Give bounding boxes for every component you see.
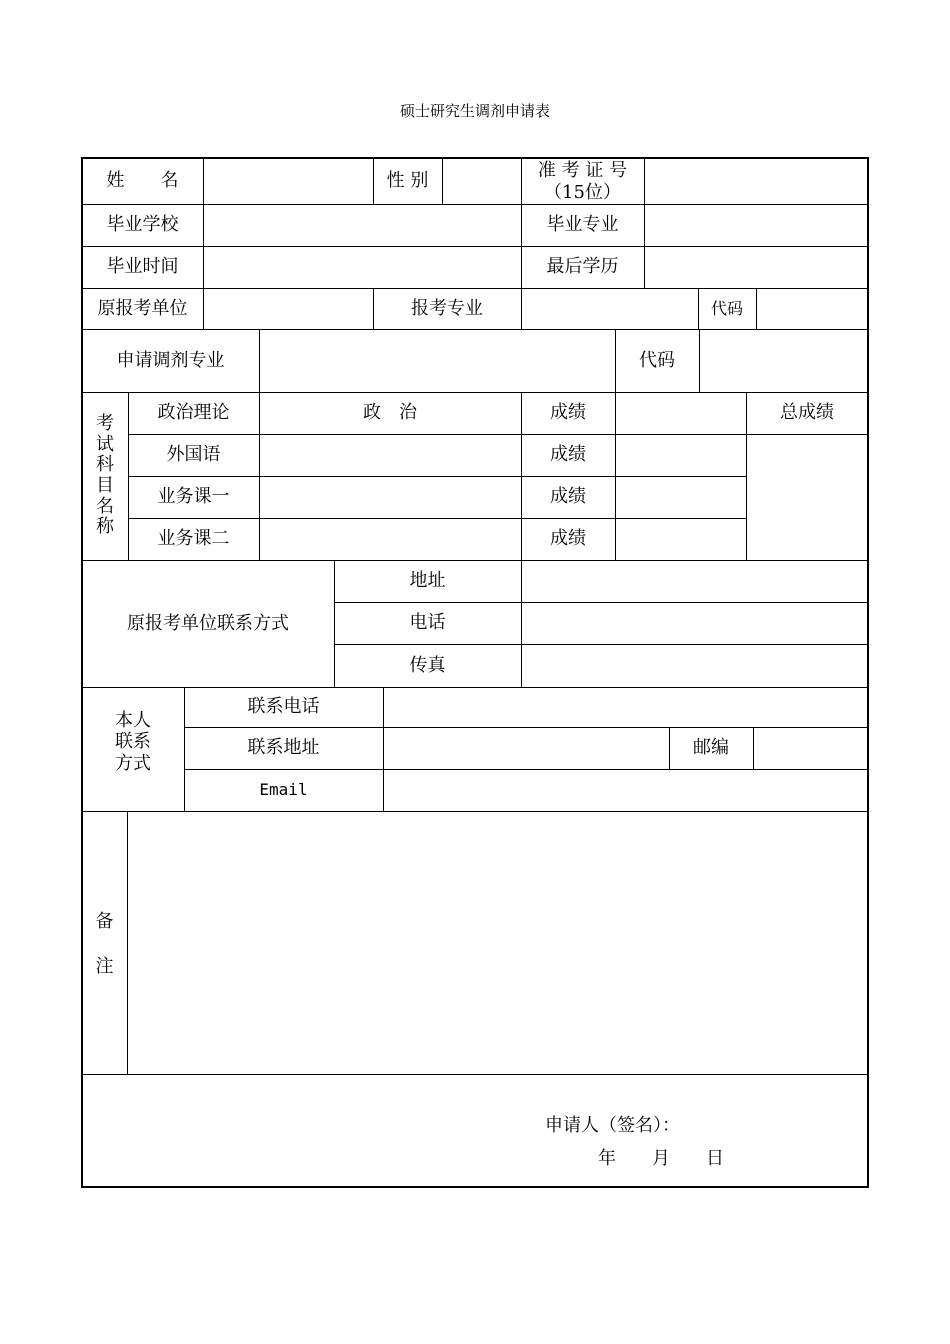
gender-field[interactable] [443,158,521,204]
exam-subject-name-field[interactable] [260,476,521,518]
graduation-time-field[interactable] [204,246,521,288]
original-unit-contact-label: 原报考单位联系方式 [127,612,289,634]
graduate-major-label: 毕业专业 [546,214,619,236]
contact-address-field[interactable] [384,727,669,769]
self-contact-label: 本人 联系 方式 [115,709,151,774]
exam-score-field[interactable] [616,476,746,518]
postcode-field[interactable] [754,727,867,769]
unit-address-field[interactable] [522,560,867,602]
unit-fax-field[interactable] [522,644,867,687]
degree-field[interactable] [645,246,867,288]
graduate-major-field[interactable] [645,204,867,246]
postcode-label: 邮编 [693,737,729,759]
unit-phone-field[interactable] [522,602,867,644]
email-label: Email [259,780,308,800]
applied-major-field[interactable] [522,288,698,329]
exam-score-field[interactable] [616,392,746,434]
unit-address-label: 地址 [409,570,446,592]
applicant-signature-field[interactable] [705,1110,855,1140]
exam-score-field[interactable] [616,434,746,476]
exam-subject-label: 业务课二 [157,528,230,550]
signature-date-label: 年 月 日 [598,1148,724,1170]
remarks-label: 备 [95,911,114,933]
original-unit-label: 原报考单位 [97,297,188,319]
contact-address-label: 联系地址 [247,737,320,759]
applied-major-label: 报考专业 [411,297,483,319]
contact-phone-label: 联系电话 [247,696,320,718]
name-field[interactable] [204,158,373,204]
exam-subject-name-field[interactable] [260,518,521,560]
exam-score-label: 成绩 [550,402,586,424]
exam-score-field[interactable] [616,518,746,560]
degree-label: 最后学历 [546,256,619,278]
school-label: 毕业学校 [106,214,179,236]
original-code-field[interactable] [757,288,867,329]
exam-score-label: 成绩 [550,528,586,550]
ticket-number-hint: （15位） [544,182,621,204]
email-field[interactable] [384,769,867,811]
gender-label: 性 别 [386,170,429,192]
transfer-major-field[interactable] [260,329,615,392]
transfer-major-label: 申请调剂专业 [116,349,225,371]
school-field[interactable] [204,204,521,246]
remarks-label: 注 [95,956,114,978]
total-score-field[interactable] [747,435,867,560]
exam-score-label: 成绩 [550,444,586,466]
form-title: 硕士研究生调剂申请表 [399,102,550,120]
ticket-number-label: 准 考 证 号 [537,160,628,182]
exam-subject-label: 政治理论 [157,402,230,424]
original-code-label: 代码 [710,298,743,318]
remarks-field[interactable] [128,812,867,1074]
graduation-time-label: 毕业时间 [106,256,179,278]
total-score-label: 总成绩 [780,402,834,424]
original-unit-field[interactable] [204,288,373,329]
unit-phone-label: 电话 [409,612,446,634]
exam-subject-label: 业务课一 [157,486,230,508]
exam-subjects-side-label: 考 试 科 目 名 称 [96,412,114,538]
unit-fax-label: 传真 [409,654,446,676]
name-label: 姓 名 [106,170,179,192]
transfer-code-field[interactable] [700,329,867,392]
exam-subject-name-field[interactable] [260,434,521,476]
contact-phone-field[interactable] [384,687,867,727]
exam-subject-name: 政 治 [363,402,417,424]
exam-subject-label: 外国语 [166,444,221,466]
transfer-code-label: 代码 [639,349,675,371]
row-divider [82,1074,868,1075]
applicant-signature-label: 申请人（签名）： [545,1115,680,1137]
exam-score-label: 成绩 [550,486,586,508]
ticket-number-field[interactable] [645,158,867,204]
